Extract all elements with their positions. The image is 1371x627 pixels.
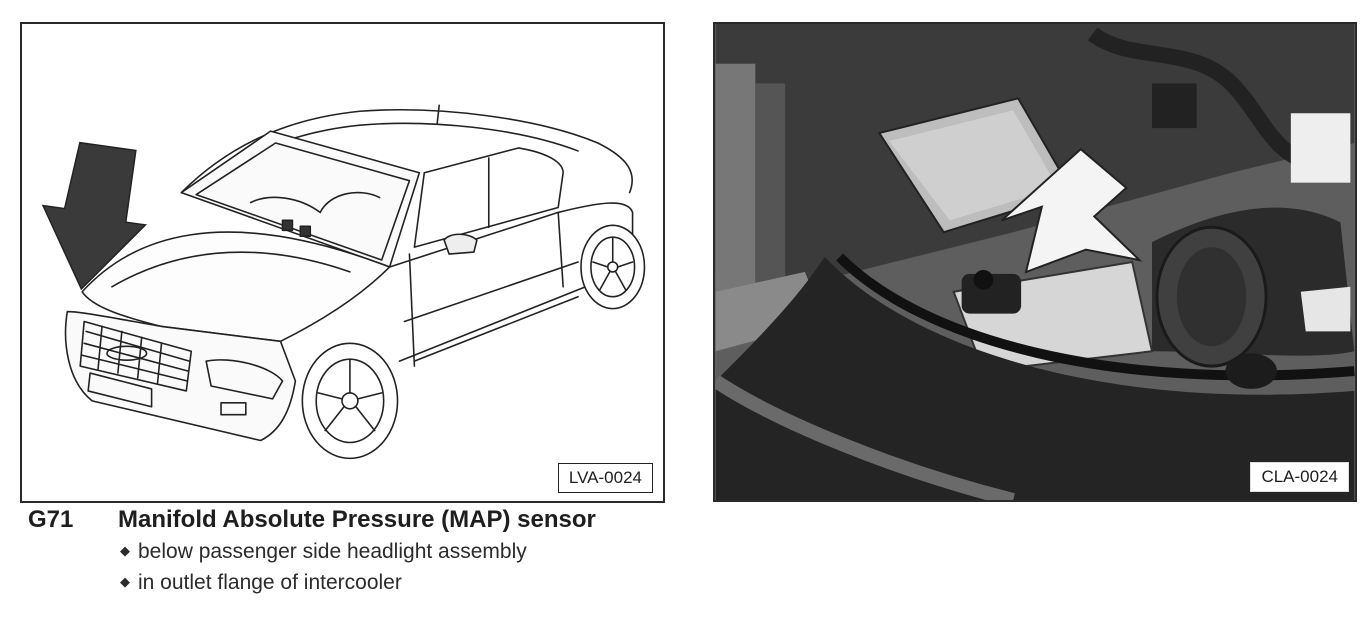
location-note bbox=[120, 567, 596, 598]
bullet-icon: ◆ bbox=[120, 543, 130, 558]
component-heading bbox=[28, 504, 596, 536]
photo-ref-code: CLA-0024 bbox=[1250, 462, 1349, 492]
bullet-icon: ◆ bbox=[120, 574, 130, 589]
engine-bay-photo-panel bbox=[713, 22, 1357, 502]
location-notes bbox=[28, 536, 596, 598]
location-note-text: in outlet flange of intercooler bbox=[138, 571, 402, 594]
figure-ref-code: LVA-0024 bbox=[558, 463, 653, 493]
car-illustration bbox=[22, 24, 663, 501]
engine-bay-photo bbox=[715, 24, 1355, 500]
component-name: Manifold Absolute Pressure (MAP) sensor bbox=[118, 506, 596, 533]
car-illustration-panel bbox=[20, 22, 665, 503]
location-note bbox=[120, 536, 596, 567]
component-code: G71 bbox=[28, 506, 74, 533]
location-note-text: below passenger side headlight assembly bbox=[138, 540, 527, 563]
component-caption bbox=[28, 504, 596, 598]
